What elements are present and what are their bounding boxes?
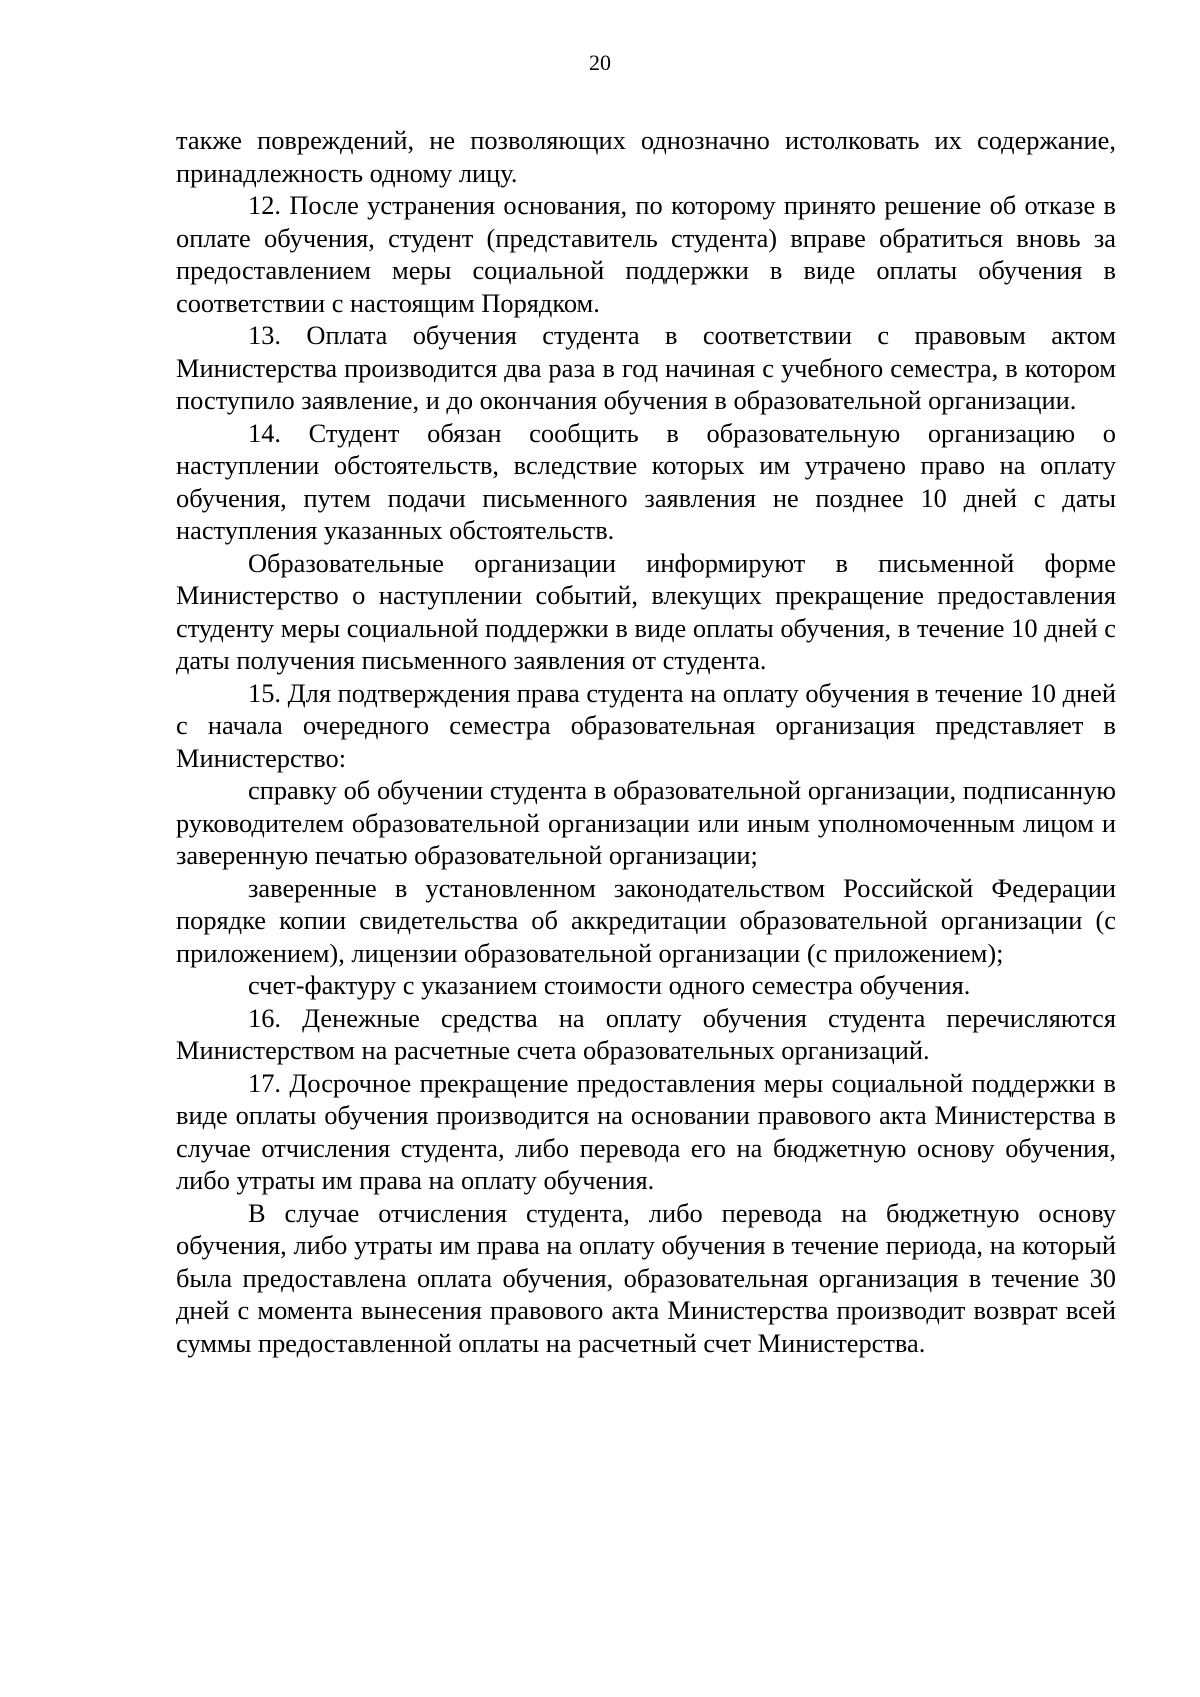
paragraph-organizations-inform: Образовательные организации информируют в письменной форме Министерство о наступлении событий, влекущих прекращение предоставления студенту меры социальной поддержки в виде оплаты обучения, в течение 10 дней с даты получения письменного заявления от студента. [176, 547, 1116, 675]
page-number: 20 [589, 50, 611, 75]
paragraph-continuation: также повреждений, не позволяющих однозначно истолковать их содержание, принадлежность одному лицу. [176, 125, 1116, 188]
paragraph-item-13: 13. Оплата обучения студента в соответствии с правовым актом Министерства производится два раза в год начиная с учебного семестра, в котором поступило заявление, и до окончания обучения в образовательной организации. [176, 320, 1116, 415]
paragraph-certificate: справку об обучении студента в образовательной организации, подписанную руководителем образовательной организации или иным уполномоченным лицом и заверенную печатью образовательной организации; [176, 775, 1116, 870]
document-body [176, 124, 1116, 1359]
paragraph-refund: В случае отчисления студента, либо перевода на бюджетную основу обучения, либо утраты им права на оплату обучения в течение периода, на который была предоставлена оплата обучения, образовательная организация в течение 30 дней с момента вынесения правового акта Министерства производит возврат всей суммы предоставленной оплаты на расчетный счет Министерства. [176, 1197, 1116, 1358]
paragraph-item-14: 14. Студент обязан сообщить в образовательную организацию о наступлении обстоятельств, вследствие которых им утрачено право на оплату обучения, путем подачи письменного заявления не позднее 10 дней с даты наступления указанных обстоятельств. [176, 417, 1116, 545]
paragraph-item-16: 16. Денежные средства на оплату обучения студента перечисляются Министерством на расчетные счета образовательных организаций. [176, 1002, 1116, 1065]
paragraph-invoice: счет-фактуру с указанием стоимости одного семестра обучения. [248, 970, 971, 1000]
paragraph-item-12: 12. После устранения основания, по которому принято решение об отказе в оплате обучения, студент (представитель студента) вправе обратиться вновь за предоставлением меры социальной поддержки в виде оплаты обучения в соответствии с настоящим Порядком. [176, 190, 1116, 318]
paragraph-copies: заверенные в установленном законодательством Российской Федерации порядке копии свидетельства об аккредитации образовательной организации (с приложением), лицензии образовательной организации (с приложением); [176, 872, 1116, 968]
paragraph-item-17: 17. Досрочное прекращение предоставления меры социальной поддержки в виде оплаты обучения производится на основании правового акта Министерства в случае отчисления студента, либо перевода его на бюджетную основу обучения, либо утраты им права на оплату обучения. [176, 1067, 1116, 1195]
paragraph-item-15: 15. Для подтверждения права студента на оплату обучения в течение 10 дней с начала очередного семестра образовательная организация представляет в Министерство: [176, 677, 1116, 773]
